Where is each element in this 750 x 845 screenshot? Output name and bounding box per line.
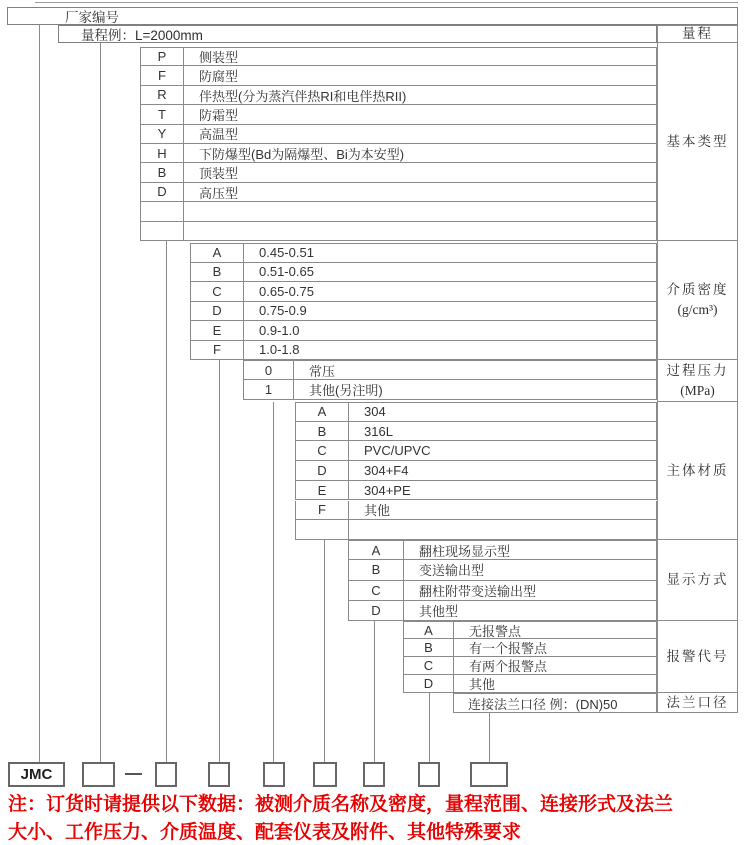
option-code: B — [296, 422, 349, 441]
category-label-line: 介质密度 — [666, 282, 729, 297]
option-row-body_material-E — [295, 481, 657, 501]
category-label-line: 报警代号 — [666, 648, 729, 664]
connector-line-1 — [100, 43, 101, 762]
option-code: C — [349, 581, 404, 600]
top-rule — [35, 2, 738, 3]
option-desc: 高温型 — [199, 127, 239, 143]
option-desc: 防腐型 — [199, 69, 239, 85]
category-label-medium_density — [657, 241, 738, 360]
option-code: D — [404, 675, 454, 692]
model-dash — [125, 773, 142, 775]
option-desc: 304+F4 — [364, 462, 409, 478]
option-desc: 常压 — [309, 363, 336, 379]
category-label-line: (g/cm³) — [677, 302, 718, 317]
option-desc: 其他 — [469, 677, 496, 692]
option-code — [141, 222, 184, 240]
connector-line-0 — [39, 24, 40, 762]
option-row-body_material-C — [295, 441, 657, 461]
option-desc: 0.45-0.51 — [259, 245, 314, 261]
category-label-body_material — [657, 402, 738, 540]
option-desc: 下防爆型(Bd为隔爆型、Bi为本安型) — [199, 146, 405, 162]
category-label-range — [657, 25, 738, 43]
option-row-body_material-A — [295, 402, 657, 422]
option-code: R — [141, 86, 184, 104]
option-desc: 304+PE — [364, 482, 411, 498]
option-desc: PVC/UPVC — [364, 443, 431, 459]
category-label-process_pressure — [657, 360, 738, 402]
option-code: F — [296, 501, 349, 520]
option-desc — [349, 520, 364, 539]
option-row-alarm_code-A — [403, 621, 657, 639]
code-box-alarm — [418, 762, 440, 787]
option-desc — [184, 202, 199, 220]
option-row-basic_type-empty8 — [140, 202, 657, 221]
option-code: B — [349, 560, 404, 579]
option-row-basic_type-T — [140, 105, 657, 124]
option-desc: 侧装型 — [199, 50, 239, 66]
category-label-line: 显示方式 — [666, 572, 729, 587]
manufacturer-code-row — [7, 7, 738, 25]
option-code: 0 — [244, 361, 294, 379]
option-row-basic_type-R — [140, 86, 657, 105]
ordering-note-line1: 注：订货时请提供以下数据：被测介质名称及密度，量程范围、连接形式及法兰 — [8, 794, 674, 815]
connector-line-8 — [489, 713, 490, 762]
option-desc: 高压型 — [199, 185, 239, 201]
option-row-alarm_code-B — [403, 639, 657, 657]
option-code: 1 — [244, 380, 294, 399]
option-code: C — [191, 282, 244, 301]
category-label-line: (MPa) — [680, 382, 715, 398]
option-desc: 防霜型 — [199, 107, 239, 123]
category-label-display_mode — [657, 540, 738, 621]
option-code: D — [296, 461, 349, 480]
option-code: D — [141, 183, 184, 201]
category-label-line: 主体材质 — [666, 462, 729, 478]
option-desc: 变送输出型 — [419, 563, 485, 579]
option-desc: 0.65-0.75 — [259, 283, 314, 299]
option-row-basic_type-Y — [140, 125, 657, 144]
option-desc: 翻柱现场显示型 — [419, 543, 511, 559]
option-row-medium_density-C — [190, 282, 657, 302]
option-desc: 翻柱附带变送输出型 — [419, 583, 537, 599]
option-desc: 伴热型(分为蒸汽伴热RI和电伴热RII) — [199, 88, 407, 104]
category-label-line: 过程压力 — [666, 362, 729, 378]
option-desc: 0.9-1.0 — [259, 322, 300, 338]
flange-desc: 连接法兰口径 例：(DN)50 — [468, 696, 618, 712]
option-code: F — [141, 66, 184, 84]
code-box-flange — [470, 762, 508, 787]
option-row-display_mode-A — [348, 540, 657, 560]
option-code: C — [404, 657, 454, 674]
code-box-density — [208, 762, 230, 787]
code-box-basic-type — [155, 762, 177, 787]
option-code: A — [349, 541, 404, 559]
option-code: D — [191, 302, 244, 321]
option-code: B — [141, 163, 184, 181]
code-box-display — [363, 762, 385, 787]
model-prefix-box: JMC — [8, 762, 65, 787]
option-row-basic_type-F — [140, 66, 657, 85]
option-row-alarm_code-C — [403, 657, 657, 675]
code-box-pressure — [263, 762, 285, 787]
connector-line-6 — [374, 621, 375, 762]
option-row-medium_density-A — [190, 243, 657, 263]
range-example-text: 量程例：L=2000mm — [81, 28, 203, 43]
connector-line-2 — [166, 241, 167, 762]
category-label-alarm_code — [657, 621, 738, 693]
option-row-body_material-F — [295, 501, 657, 521]
code-box-material — [313, 762, 337, 787]
option-code: F — [191, 341, 244, 360]
option-desc: 其他型 — [419, 604, 459, 620]
option-row-body_material-D — [295, 461, 657, 481]
connector-line-5 — [324, 540, 325, 762]
category-label-flange — [657, 693, 738, 713]
option-row-basic_type-D — [140, 183, 657, 202]
option-row-basic_type-B — [140, 163, 657, 182]
option-row-medium_density-F — [190, 341, 657, 361]
option-row-basic_type-P — [140, 47, 657, 66]
option-row-alarm_code-D — [403, 675, 657, 693]
option-code: P — [141, 48, 184, 65]
connector-line-4 — [273, 402, 274, 762]
option-row-process_pressure-0 — [243, 360, 657, 380]
category-label-line: 量程 — [682, 26, 713, 41]
option-code: E — [296, 481, 349, 500]
option-code: A — [296, 403, 349, 421]
option-desc — [184, 222, 199, 240]
option-code: H — [141, 144, 184, 162]
option-code: D — [349, 601, 404, 620]
option-desc: 无报警点 — [469, 623, 522, 639]
option-row-display_mode-D — [348, 601, 657, 621]
option-code: A — [191, 244, 244, 262]
connector-line-3 — [219, 360, 220, 762]
category-label-basic_type — [657, 43, 738, 241]
option-desc: 304 — [364, 404, 386, 420]
option-code: E — [191, 321, 244, 340]
option-desc: 0.75-0.9 — [259, 303, 307, 319]
option-code: A — [404, 622, 454, 638]
option-desc: 有一个报警点 — [469, 641, 548, 656]
option-row-medium_density-E — [190, 321, 657, 341]
code-box-range — [82, 762, 115, 787]
option-desc: 其他(另注明) — [309, 383, 383, 398]
flange-row — [453, 693, 657, 713]
option-code: B — [191, 263, 244, 282]
option-row-basic_type-H — [140, 144, 657, 163]
option-row-display_mode-C — [348, 581, 657, 601]
option-code — [296, 520, 349, 539]
option-desc: 有两个报警点 — [469, 659, 548, 674]
option-row-display_mode-B — [348, 560, 657, 580]
option-code — [141, 202, 184, 220]
option-code: C — [296, 441, 349, 460]
option-code: T — [141, 105, 184, 123]
ordering-note-line2: 大小、工作压力、介质温度、配套仪表及附件、其他特殊要求 — [8, 821, 522, 843]
category-label-line: 法兰口径 — [666, 694, 729, 710]
manufacturer-code-label: 厂家编号 — [65, 10, 119, 25]
option-desc: 1.0-1.8 — [259, 342, 300, 358]
ordering-note — [8, 791, 746, 845]
option-row-basic_type-empty9 — [140, 222, 657, 241]
option-row-body_material-empty6 — [295, 520, 657, 540]
option-desc: 316L — [364, 423, 393, 439]
option-row-process_pressure-1 — [243, 380, 657, 400]
option-desc: 0.51-0.65 — [259, 264, 314, 280]
option-row-body_material-B — [295, 422, 657, 442]
range-example-row — [58, 25, 657, 43]
connector-line-7 — [429, 693, 430, 762]
option-desc: 其他 — [364, 503, 391, 519]
option-row-medium_density-B — [190, 263, 657, 283]
option-desc: 顶装型 — [199, 166, 239, 182]
option-code: B — [404, 639, 454, 656]
category-label-line: 基本类型 — [666, 133, 729, 149]
option-code: Y — [141, 125, 184, 143]
option-row-medium_density-D — [190, 302, 657, 322]
